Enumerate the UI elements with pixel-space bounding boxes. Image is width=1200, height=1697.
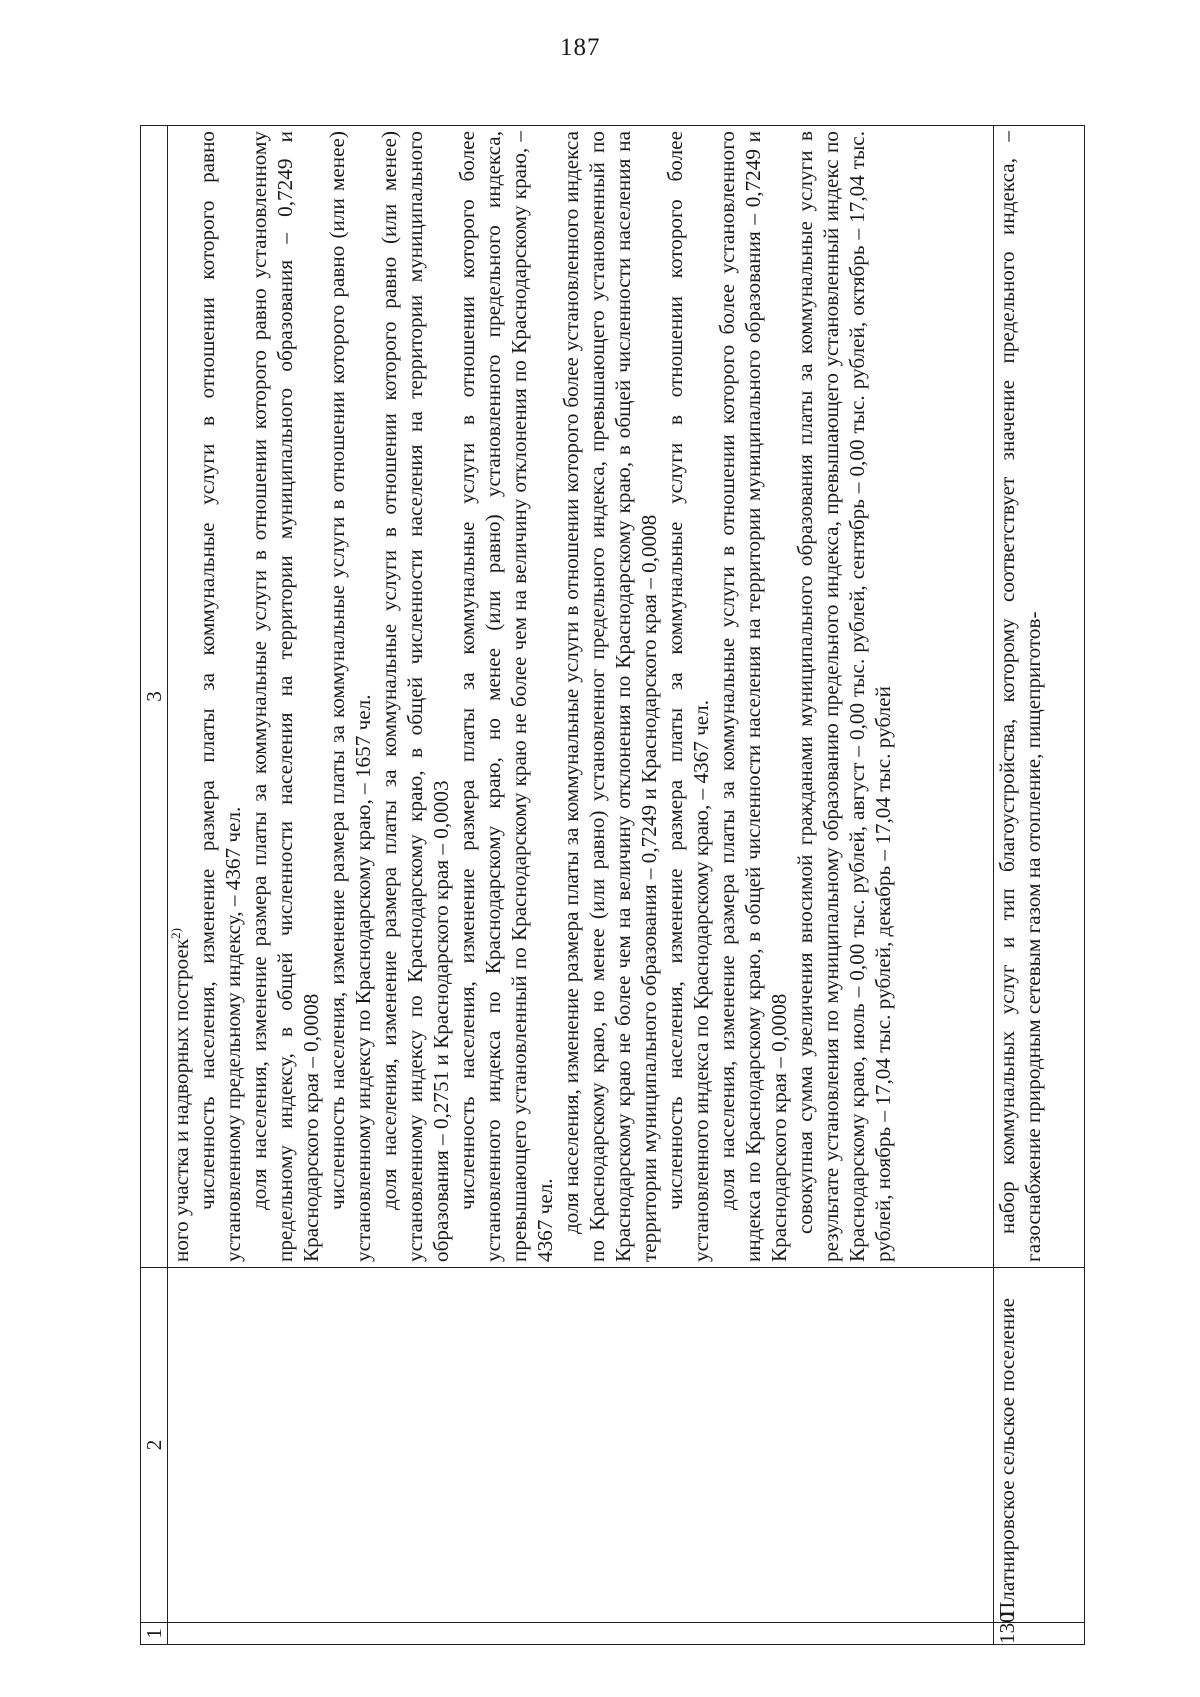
paragraph: доля населения, изменение размера платы за коммунальные услуги в отношении которого более установленного индекса по Краснодарскому краю, в общей численности населения на территории муниципального образования – 0,7249 и Краснодарского края – 0,0008 — [715, 131, 791, 1262]
paragraph: набор коммунальных услуг и тип благоустройства, которому соответствует значение предельного индекса, – газоснабжение природным сетевым газом на отопление, пищеприготов- — [995, 131, 1045, 1262]
footnote-mark: 2) — [167, 927, 183, 939]
cell-settlement — [168, 1268, 994, 1623]
table-row-continued — [168, 126, 994, 1645]
paragraph: доля населения, изменение размера платы за коммунальные услуги в отношении которого более установленного индекса по Краснодарскому краю, но менее (или равно) установленног предельного индекса, превышающего установленный по Краснодарскому краю не более чем на величину отклонения по Краснодарскому краю, в общей численности населения на территории муниципального образования – 0,7249 и Краснодарского края – 0,0008 — [559, 131, 661, 1262]
data-table — [140, 125, 1085, 1645]
table-row-130 — [994, 126, 1085, 1645]
page-number: 187 — [560, 34, 601, 61]
paragraph: численность населения, изменение размера платы за коммунальные услуги в отношении которого более установленного индекса по Краснодарскому краю, но менее (или равно) установленного предельного индекса, превышающего установленный по Краснодарскому краю не более чем на величину отклонения по Краснодарскому краю, – 4367 чел. — [455, 131, 557, 1262]
paragraph: доля населения, изменение размера платы за коммунальные услуги в отношении которого равно установленному предельному индексу, в общей численности населения на территории муниципального образования – 0,7249 и Краснодарского края – 0,0008 — [247, 131, 323, 1262]
cell-number: 130 — [994, 1623, 1085, 1645]
paragraph: численность населения, изменение размера платы за коммунальные услуги в отношении которого более установленного индекса по Краснодарскому краю, – 4367 чел. — [663, 131, 713, 1262]
table-header-row — [141, 126, 168, 1645]
paragraph: ного участка и надворных построек$^{2)}$ — [167, 927, 193, 1262]
header-col-1: 1 — [141, 1623, 168, 1645]
header-col-2: 2 — [141, 1268, 168, 1623]
paragraph: численность населения, изменение размера платы за коммунальные услуги в отношении которого равно установленному предельному индексу, – 4367 чел. — [195, 131, 245, 1262]
cell-description — [994, 126, 1085, 1268]
table-container — [140, 125, 1085, 1645]
paragraph: совокупная сумма увеличения вносимой гражданами муниципального образования платы за коммунальные услуги в результате установления по муниципальному образованию предельного индекса, превышающего установленный индекс по Краснодарскому краю, июль – 0,00 тыс. рублей, август – 0,00 тыс. рублей, сентябрь – 0,00 тыс. рублей, октябрь – 17,04 тыс. рублей, ноябрь – 17,04 тыс. рублей, декабрь – 17,04 тыс. рублей — [793, 131, 895, 1262]
paragraph: численность населения, изменение размера платы за коммунальные услуги в отношении которого равно (или менее) установленному индексу по Краснодарскому краю, – 1657 чел. — [325, 131, 375, 1262]
paragraph: доля населения, изменение размера платы за коммунальные услуги в отношении которого равно (или менее) установленному индексу по Краснодарскому краю, в общей численности населения на территории муниципального образования – 0,2751 и Краснодарского края – 0,0003 — [377, 131, 453, 1262]
cell-settlement: Платнировское сельское поселение — [994, 1268, 1085, 1623]
cell-description — [168, 126, 994, 1268]
rotated-table-wrapper — [140, 125, 1085, 1645]
header-col-3: 3 — [141, 126, 168, 1268]
cell-number — [168, 1623, 994, 1645]
